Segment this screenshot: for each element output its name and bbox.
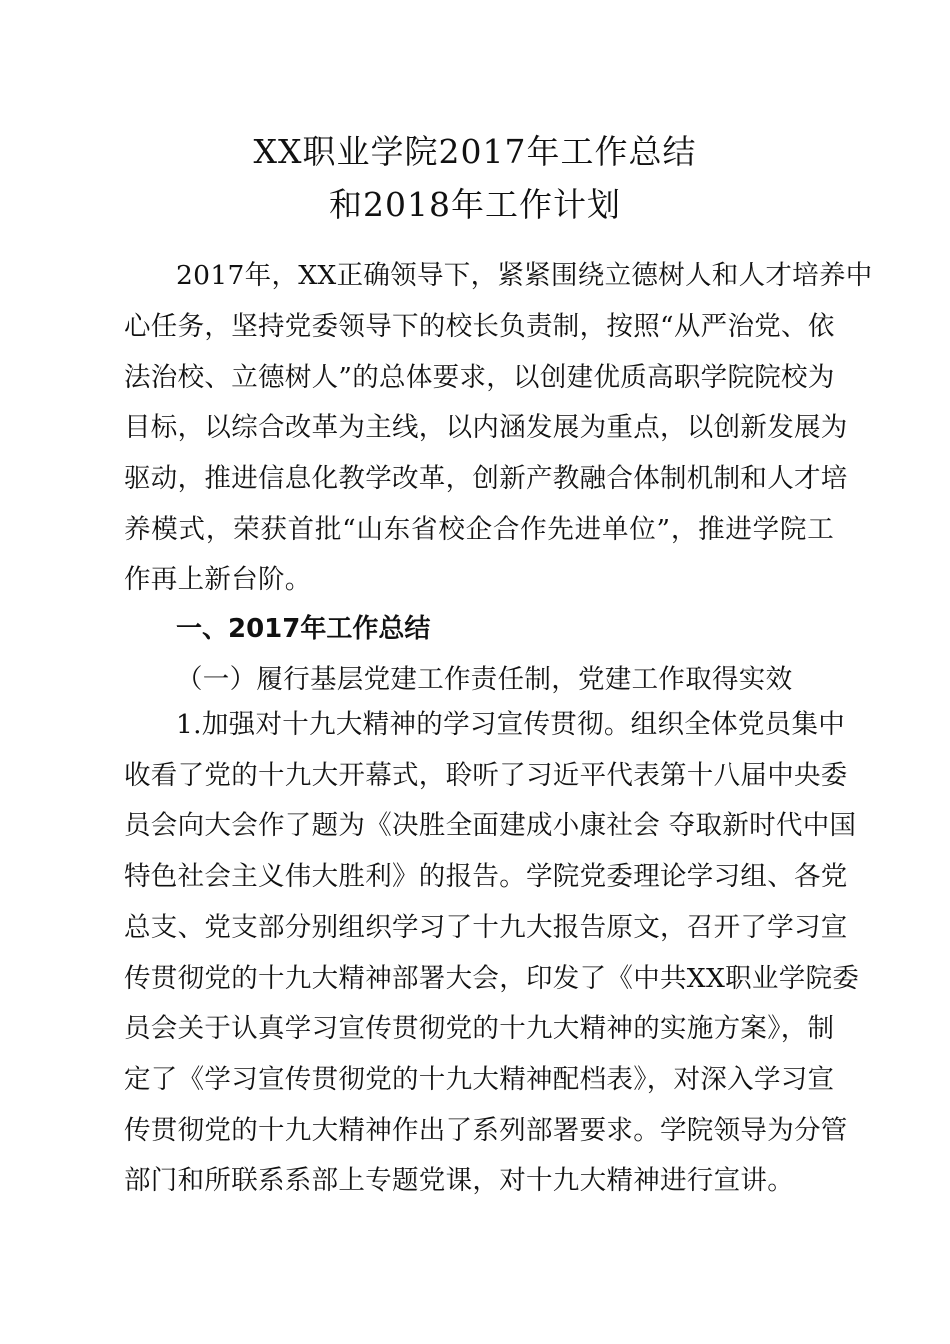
intro-paragraph-line: 驱动，推进信息化教学改革，创新产教融合体制机制和人才培 (124, 463, 848, 494)
document-title-line-1: XX职业学院2017年工作总结 (253, 132, 697, 171)
intro-paragraph-line: 法治校、立德树人”的总体要求，以创建优质高职学院院校为 (124, 362, 835, 393)
item-paragraph-line: 特色社会主义伟大胜利》的报告。学院党委理论学习组、各党 (124, 861, 848, 892)
intro-paragraph-line: 心任务，坚持党委领导下的校长负责制，按照“从严治党、依 (124, 311, 835, 342)
item-paragraph-line: 收看了党的十九大开幕式，聆听了习近平代表第十八届中央委 (124, 760, 848, 791)
item-paragraph-line: 部门和所联系系部上专题党课，对十九大精神进行宣讲。 (124, 1165, 794, 1196)
item-paragraph-line: 定了《学习宣传贯彻党的十九大精神配档表》，对深入学习宣 (124, 1064, 835, 1095)
subsection-heading: （一）履行基层党建工作责任制，党建工作取得实效 (176, 664, 793, 695)
item-paragraph-line: 总支、党支部分别组织学习了十九大报告原文，召开了学习宣 (124, 912, 848, 943)
document-title-line-2: 和2018年工作计划 (329, 185, 621, 224)
intro-paragraph-line: 2017年，XX正确领导下，紧紧围绕立德树人和人才培养中 (176, 260, 873, 291)
item-paragraph-line: 传贯彻党的十九大精神作出了系列部署要求。学院领导为分管 (124, 1115, 848, 1146)
section-heading: 一、2017年工作总结 (176, 614, 431, 644)
item-paragraph-line: 1.加强对十九大精神的学习宣传贯彻。组织全体党员集中 (176, 709, 846, 740)
intro-paragraph-line: 作再上新台阶。 (124, 564, 312, 595)
item-paragraph-line: 员会关于认真学习宣传贯彻党的十九大精神的实施方案》，制 (124, 1013, 835, 1044)
item-paragraph-line: 员会向大会作了题为《决胜全面建成小康社会 夺取新时代中国 (124, 810, 857, 841)
item-paragraph-line: 传贯彻党的十九大精神部署大会，印发了《中共XX职业学院委 (124, 963, 860, 994)
intro-paragraph-line: 养模式，荣获首批“山东省校企合作先进单位”，推进学院工 (124, 514, 834, 545)
intro-paragraph-line: 目标，以综合改革为主线，以内涵发展为重点，以创新发展为 (124, 412, 848, 443)
